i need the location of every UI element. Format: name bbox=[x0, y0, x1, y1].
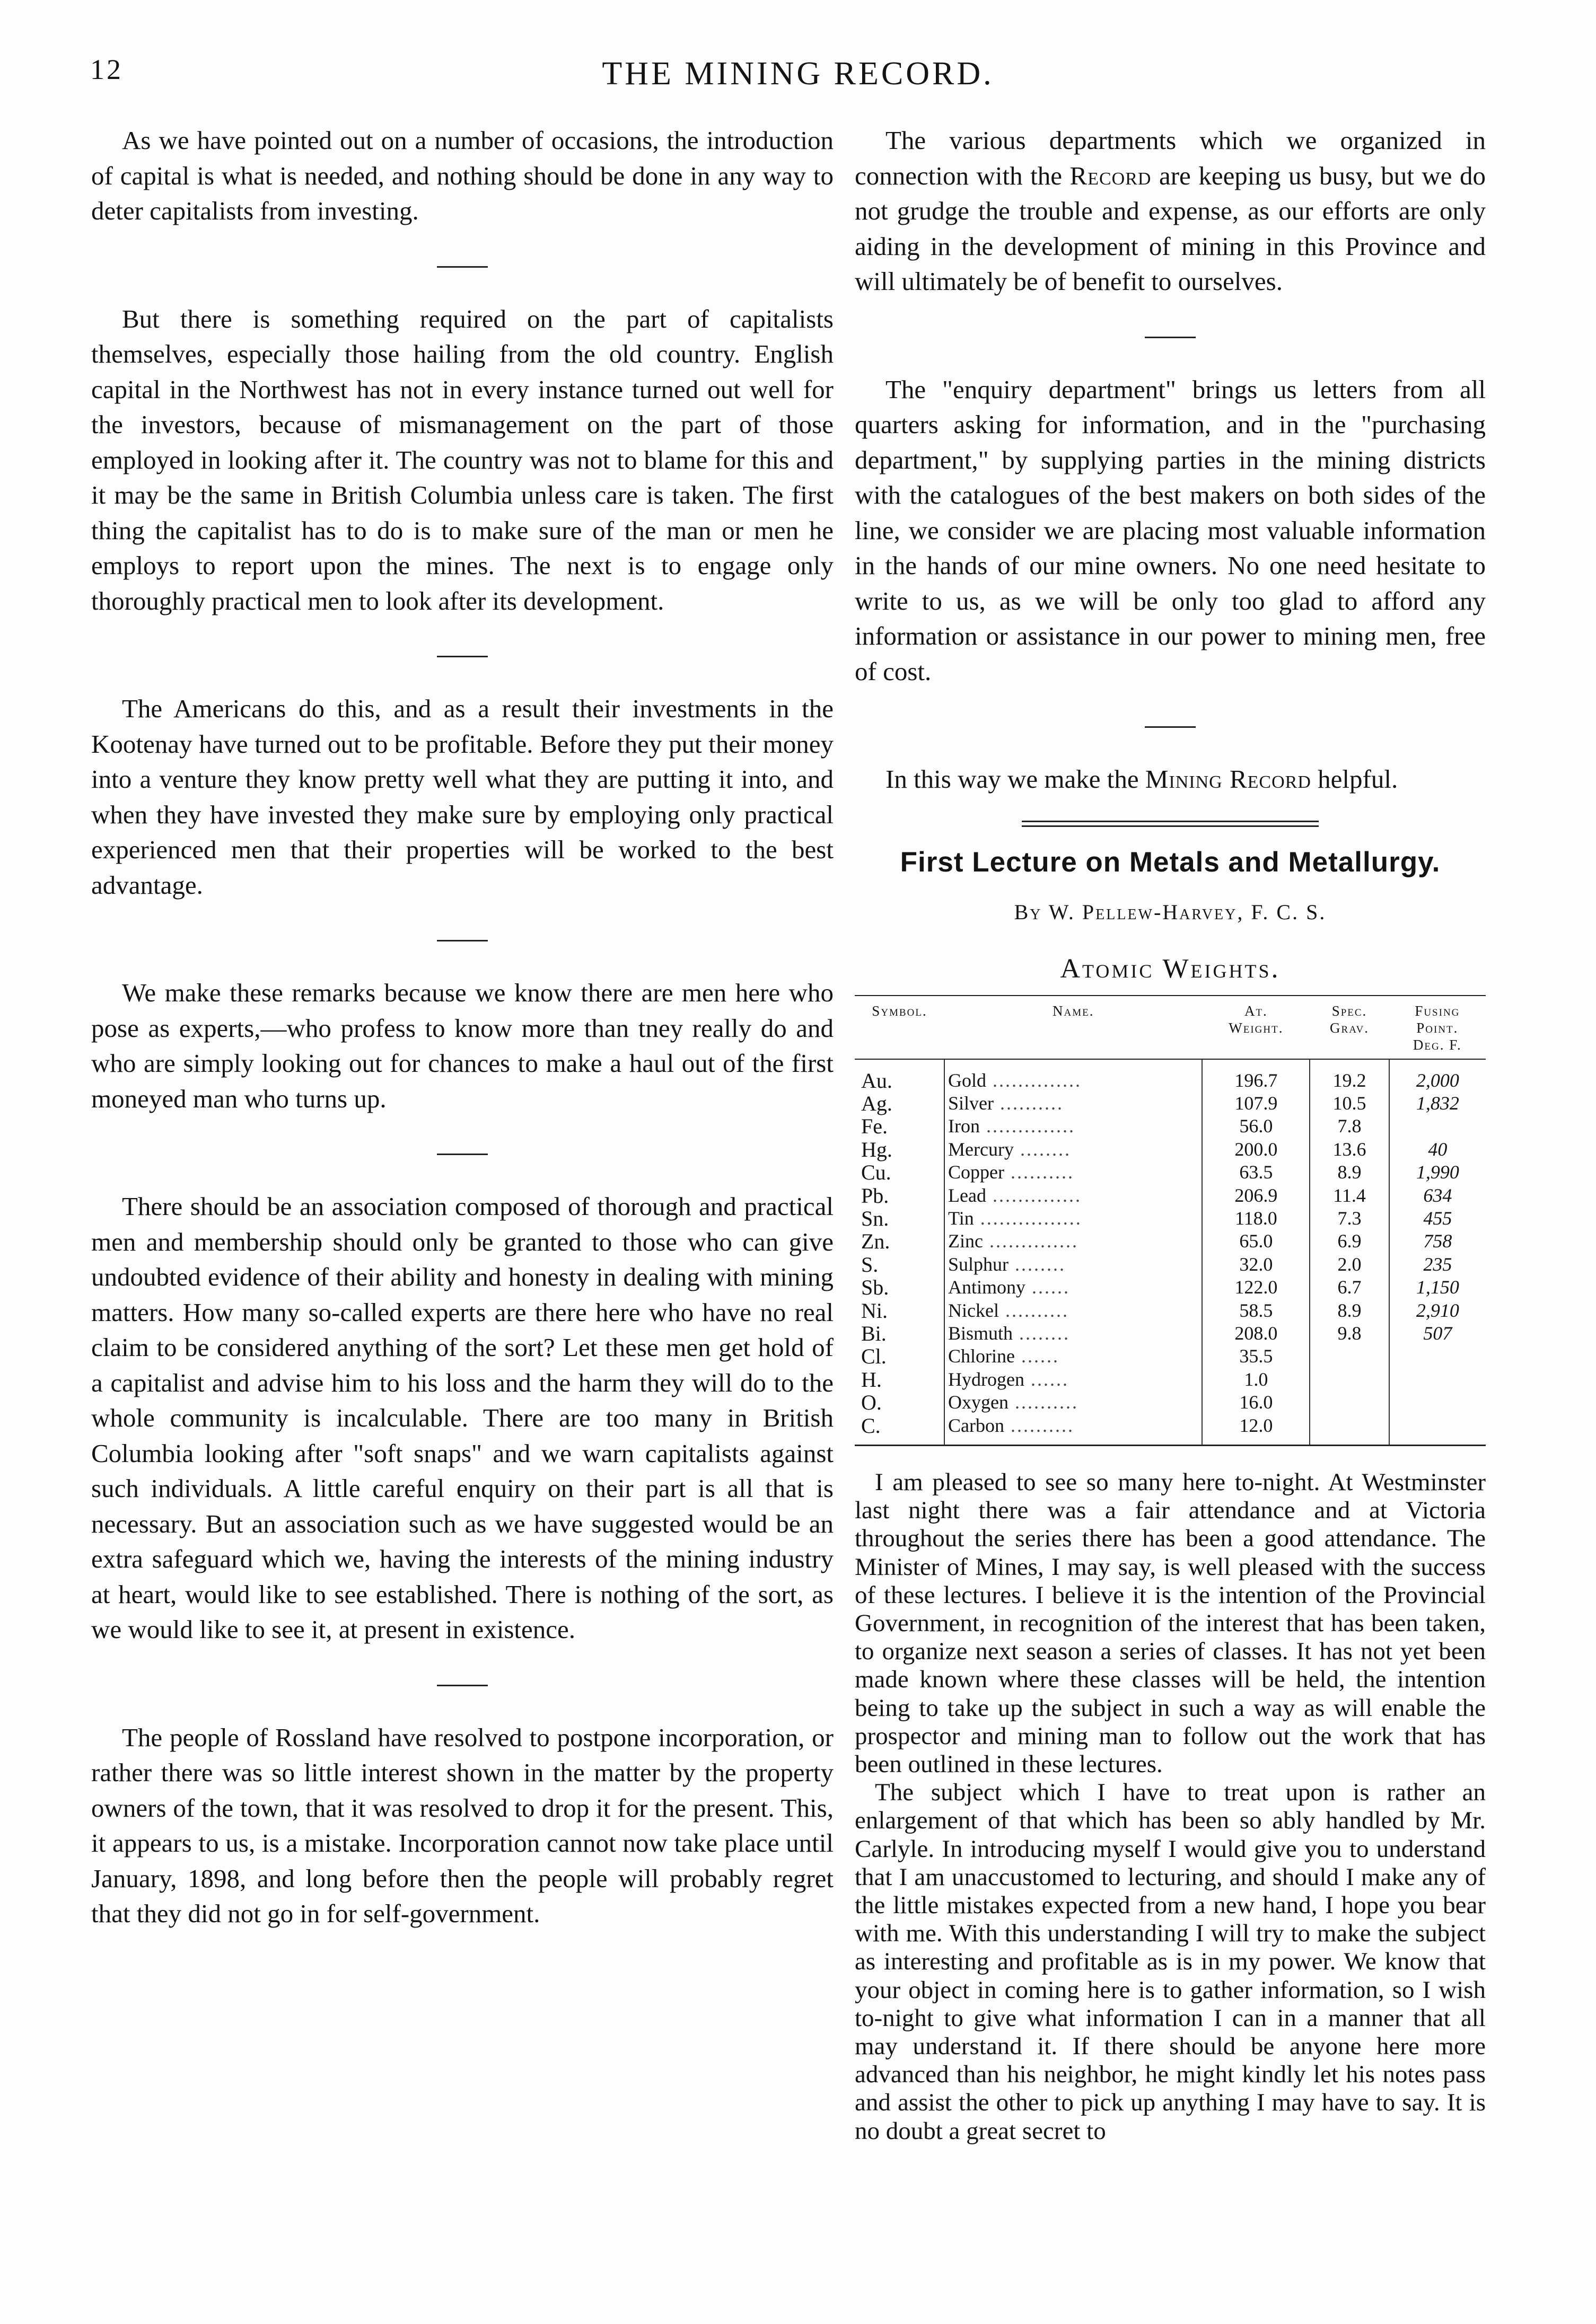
symbol-cell: S. bbox=[861, 1252, 879, 1277]
header-specific-gravity: Spec. Grav. bbox=[1310, 996, 1389, 1059]
specific-gravity-cell: 19.2 bbox=[1310, 1059, 1389, 1092]
specific-gravity-cell bbox=[1310, 1414, 1389, 1446]
lecture-body bbox=[855, 1468, 1486, 2145]
table-row bbox=[855, 1092, 1486, 1115]
name-cell: Nickel .......... bbox=[944, 1299, 1202, 1322]
symbol-cell: Cu. bbox=[861, 1160, 891, 1185]
name-cell: Copper .......... bbox=[944, 1161, 1202, 1184]
fusing-point-cell: 455 bbox=[1423, 1207, 1452, 1229]
symbol-cell: Hg. bbox=[861, 1137, 892, 1161]
symbol-cell: C. bbox=[861, 1413, 881, 1438]
name-cell: Tin ................ bbox=[944, 1207, 1202, 1230]
atomic-weight-cell: 200.0 bbox=[1202, 1138, 1310, 1161]
table-row bbox=[855, 1059, 1486, 1092]
name-cell: Bismuth ........ bbox=[944, 1322, 1202, 1345]
fusing-point-cell: 758 bbox=[1423, 1230, 1452, 1252]
header-name: Name. bbox=[944, 996, 1202, 1059]
atomic-weight-cell: 107.9 bbox=[1202, 1092, 1310, 1115]
symbol-cell: Au. bbox=[861, 1068, 892, 1093]
table-row bbox=[855, 1322, 1486, 1345]
paragraph-association: There should be an association composed of thorough and practical men and membership should only be granted to those who can give undoubted evidence of their ability and honesty in dealing with mining matters. How many so-called experts are there here who have no real claim to be considered anything of the sort? Let these men get hold of a capitalist and advise him to his loss and the harm they will do to the whole community is incalculable. There are too many in British Columbia looking after "soft snaps" and we warn capitalists against such individuals. A little careful enquiry on their part is all that is necessary. But an association such as we have suggested would be an extra safeguard which we, having the interests of the mining industry at heart, would like to see established. There is nothing of the sort, as we would like to see it, at present in existence. bbox=[91, 1192, 834, 1644]
symbol-cell: Cl. bbox=[861, 1344, 887, 1369]
specific-gravity-cell: 8.9 bbox=[1310, 1299, 1389, 1322]
name-cell: Mercury ........ bbox=[944, 1138, 1202, 1161]
atomic-weight-cell: 1.0 bbox=[1202, 1368, 1310, 1391]
fusing-point-cell bbox=[1389, 1414, 1486, 1446]
symbol-cell: Fe. bbox=[861, 1114, 888, 1139]
specific-gravity-cell bbox=[1310, 1391, 1389, 1414]
specific-gravity-cell: 6.9 bbox=[1310, 1230, 1389, 1253]
page-number: 12 bbox=[90, 54, 123, 85]
atomic-weight-cell: 206.9 bbox=[1202, 1184, 1310, 1207]
helpful-text-a: In this way we make the bbox=[885, 764, 1145, 794]
running-head: THE MINING RECORD. bbox=[602, 56, 994, 92]
atomic-weight-cell: 56.0 bbox=[1202, 1115, 1310, 1138]
lecture-title: First Lecture on Metals and Metallurgy. bbox=[900, 846, 1441, 878]
table-header-row bbox=[855, 996, 1486, 1059]
atomic-weight-cell: 35.5 bbox=[1202, 1345, 1310, 1368]
symbol-cell: Bi. bbox=[861, 1321, 887, 1345]
name-cell: Iron .............. bbox=[944, 1115, 1202, 1138]
specific-gravity-cell: 7.8 bbox=[1310, 1115, 1389, 1138]
name-cell: Oxygen .......... bbox=[944, 1391, 1202, 1414]
symbol-cell: Pb. bbox=[861, 1183, 889, 1208]
symbol-cell: Zn. bbox=[861, 1229, 890, 1254]
departments-text-a: The various departments which we organized in connection with the bbox=[855, 126, 1486, 190]
name-cell: Sulphur ........ bbox=[944, 1253, 1202, 1276]
fusing-point-cell: 235 bbox=[1423, 1253, 1452, 1275]
paragraph-rossland: The people of Rossland have resolved to postpone incorporation, or rather there was so little interest shown in the matter by the property owners of the town, that it was resolved to drop it for the present. This, it appears to us, is a mistake. Incorporation cannot now take place until January, 1898, and long before then the people will probably regret that they did not go in for self-government. bbox=[91, 1722, 834, 1928]
fusing-point-cell: 634 bbox=[1423, 1184, 1452, 1206]
name-cell: Chlorine ...... bbox=[944, 1345, 1202, 1368]
paragraph-capital: As we have pointed out on a number of occasions, the introduction of capital is what is needed, and nothing should be done in any way to deter capitalists from investing. bbox=[91, 126, 834, 225]
table-row bbox=[855, 1253, 1486, 1276]
table-row bbox=[855, 1230, 1486, 1253]
specific-gravity-cell: 8.9 bbox=[1310, 1161, 1389, 1184]
right-column bbox=[855, 123, 1486, 2145]
departments-text-b: are keeping us busy, but we do not grudge the trouble and expense, as our efforts are only aiding in the development of mining in this Province and will ultimately be of benefit to ourselves. bbox=[855, 161, 1486, 296]
double-rule bbox=[1022, 821, 1319, 827]
atomic-weight-cell: 196.7 bbox=[1202, 1059, 1310, 1092]
atomic-weight-cell: 63.5 bbox=[1202, 1161, 1310, 1184]
paragraph-departments bbox=[855, 123, 1486, 300]
paragraph-helpful bbox=[855, 762, 1486, 797]
table-row bbox=[855, 1345, 1486, 1368]
atomic-weight-cell: 65.0 bbox=[1202, 1230, 1310, 1253]
specific-gravity-cell: 10.5 bbox=[1310, 1092, 1389, 1115]
specific-gravity-cell: 2.0 bbox=[1310, 1253, 1389, 1276]
lecture-byline: By W. Pellew-Harvey, F. C. S. bbox=[1014, 900, 1327, 924]
mining-record-name: Mining Record bbox=[1145, 764, 1311, 794]
fusing-point-cell: 2,910 bbox=[1416, 1299, 1459, 1321]
table-row bbox=[855, 1138, 1486, 1161]
table-row bbox=[855, 1276, 1486, 1299]
specific-gravity-cell: 6.7 bbox=[1310, 1276, 1389, 1299]
specific-gravity-cell: 11.4 bbox=[1310, 1184, 1389, 1207]
specific-gravity-cell bbox=[1310, 1345, 1389, 1368]
atomic-weight-cell: 58.5 bbox=[1202, 1299, 1310, 1322]
lecture-paragraph: The subject which I have to treat upon is rather an enlargement of that which has been so ably handled by Mr. Carlyle. In introducing myself I would give you to understand that I am unaccustomed to lecturing, and should I make any of the little mistakes expected from a new hand, I hope you bear with me. With this understanding I will try to make the subject as interesting and profitable as is in my power. We know that your object in coming here is to gather information, so I wish to-night to give what information I can in a manner that all may understand it. If there should be anyone here more advanced than his neighbor, he might kindly let his notes pass and assist the other to pick up anything I may have to say. It is no doubt a great secret to bbox=[855, 1779, 1486, 2145]
table-row bbox=[855, 1391, 1486, 1414]
name-cell: Antimony ...... bbox=[944, 1276, 1202, 1299]
fusing-point-cell: 40 bbox=[1428, 1138, 1448, 1160]
table-row bbox=[855, 1368, 1486, 1391]
atomic-weight-cell: 12.0 bbox=[1202, 1414, 1310, 1446]
paragraph-enquiry: The "enquiry department" brings us letters from all quarters asking for information, and in the "purchasing department," by supplying parties in the mining districts with the catalogues of the best makers on both sides of the line, we consider we are placing most valuable information in the hands of our mine owners. No one need hesitate to write to us, as we will be only too glad to afford any information or assistance in our power to mining men, free of cost. bbox=[855, 374, 1486, 686]
table-row bbox=[855, 1184, 1486, 1207]
fusing-point-cell bbox=[1389, 1115, 1486, 1138]
name-cell: Carbon .......... bbox=[944, 1414, 1202, 1446]
specific-gravity-cell: 13.6 bbox=[1310, 1138, 1389, 1161]
helpful-text-b: helpful. bbox=[1311, 764, 1398, 794]
atomic-weight-cell: 208.0 bbox=[1202, 1322, 1310, 1345]
atomic-weight-cell: 122.0 bbox=[1202, 1276, 1310, 1299]
record-name: Record bbox=[1069, 161, 1152, 190]
table-row bbox=[855, 1115, 1486, 1138]
fusing-point-cell: 507 bbox=[1423, 1322, 1452, 1344]
name-cell: Hydrogen ...... bbox=[944, 1368, 1202, 1391]
name-cell: Silver .......... bbox=[944, 1092, 1202, 1115]
paragraph-americans: The Americans do this, and as a result their investments in the Kootenay have turned out to be profitable. Before they put their money into a venture they know pretty well what they are putting it into, and when they have invested they make sure by employing only practical experienced men that their properties will be worked to the best advantage. bbox=[91, 694, 834, 900]
fusing-point-cell: 1,990 bbox=[1416, 1161, 1459, 1183]
symbol-cell: Sn. bbox=[861, 1206, 889, 1230]
symbol-cell: Ag. bbox=[861, 1091, 892, 1115]
header-atomic-weight: At. Weight. bbox=[1202, 996, 1310, 1059]
header-fusing-point: Fusing Point. Deg. F. bbox=[1389, 996, 1486, 1059]
left-column bbox=[91, 123, 834, 1932]
name-cell: Lead .............. bbox=[944, 1184, 1202, 1207]
atomic-weights-title: Atomic Weights. bbox=[1060, 953, 1281, 984]
atomic-weight-cell: 118.0 bbox=[1202, 1207, 1310, 1230]
fusing-point-cell bbox=[1389, 1368, 1486, 1391]
specific-gravity-cell: 7.3 bbox=[1310, 1207, 1389, 1230]
atomic-weight-cell: 16.0 bbox=[1202, 1391, 1310, 1414]
symbol-cell: O. bbox=[861, 1390, 882, 1415]
table-row bbox=[855, 1414, 1486, 1446]
symbol-cell: Sb. bbox=[861, 1275, 889, 1300]
table-row bbox=[855, 1161, 1486, 1184]
paragraph-capitalists: But there is something required on the part of capitalists themselves, especially those hailing from the old country. English capital in the Northwest has not in every instance turned out well for the investors, because of mismanagement on the part of those employed in looking after it. The country was not to blame for this and it may be the same in British Columbia unless care is taken. The first thing the capitalist has to do is to make sure of the man or men he employs to report upon the mines. The next is to engage only thoroughly practical men to look after its development. bbox=[91, 304, 834, 615]
specific-gravity-cell bbox=[1310, 1368, 1389, 1391]
fusing-point-cell: 1,150 bbox=[1416, 1277, 1459, 1298]
name-cell: Zinc .............. bbox=[944, 1230, 1202, 1253]
symbol-cell: H. bbox=[861, 1367, 882, 1392]
symbol-cell: Ni. bbox=[861, 1298, 888, 1323]
table-row bbox=[855, 1207, 1486, 1230]
fusing-point-cell: 1,832 bbox=[1416, 1092, 1459, 1114]
table-row bbox=[855, 1299, 1486, 1322]
fusing-point-cell: 2,000 bbox=[1416, 1069, 1459, 1091]
atomic-weights-table bbox=[855, 995, 1486, 1447]
name-cell: Gold .............. bbox=[944, 1059, 1202, 1092]
paragraph-experts: We make these remarks because we know there are men here who pose as experts,—who profess to know more than tney really do and who are simply looking out for chances to make a haul out of the first moneyed man who turns up. bbox=[91, 978, 834, 1113]
atomic-weight-cell: 32.0 bbox=[1202, 1253, 1310, 1276]
specific-gravity-cell: 9.8 bbox=[1310, 1322, 1389, 1345]
fusing-point-cell bbox=[1389, 1345, 1486, 1368]
header-symbol: Symbol. bbox=[855, 996, 944, 1059]
lecture-paragraph: I am pleased to see so many here to-night. At Westminster last night there was a fair attendance and at Victoria throughout the series there has been a good attendance. The Minister of Mines, I may say, is well pleased with the success of these lectures. I believe it is the intention of the Provincial Government, in recognition of the interest that has been taken, to organize next season a series of classes. It has not yet been made known where these classes will be held, the intention being to take up the subject in such a way as will enable the prospector and mining man to follow out the work that has been outlined in these lectures. bbox=[855, 1468, 1486, 1779]
fusing-point-cell bbox=[1389, 1391, 1486, 1414]
